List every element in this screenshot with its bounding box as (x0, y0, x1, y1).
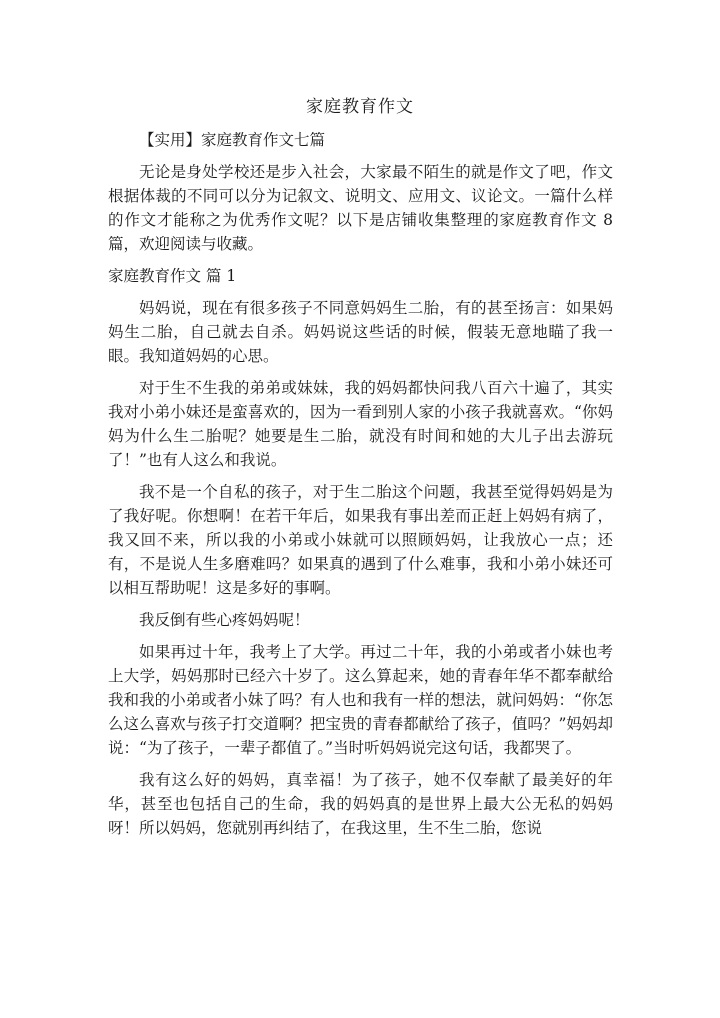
body-paragraph: 我反倒有些心疼妈妈呢！ (139, 611, 310, 629)
section-heading: 家庭教育作文 篇 1 (108, 267, 237, 285)
body-paragraph: 妈妈说，现在有很多孩子不同意妈妈生二胎，有的甚至扬言：如果妈妈生二胎，自己就去自杀。妈妈说这些话的时候，假装无意地瞄了我一眼。我知道妈妈的心思。 (108, 299, 613, 365)
body-paragraph: 对于生不生我的弟弟或妹妹，我的妈妈都快问我八百六十遍了，其实我对小弟小妹还是蛮喜欢的，因为一看到别人家的小孩子我就喜欢。“你妈妈为什么生二胎呢？她要是生二胎，就没有时间和她的大儿子出去游玩了！”也有人这么和我说。 (108, 379, 613, 469)
intro-paragraph: 无论是身处学校还是步入社会，大家最不陌生的就是作文了吧，作文根据体裁的不同可以分为记叙文、说明文、应用文、议论文。一篇什么样的作文才能称之为优秀作文呢？以下是店铺收集整理的家庭教育作文 8 篇，欢迎阅读与收藏。 (108, 163, 613, 253)
document-title: 家庭教育作文 (306, 97, 414, 117)
body-paragraph: 我不是一个自私的孩子，对于生二胎这个问题，我甚至觉得妈妈是为了我好呢。你想啊！在若干年后，如果我有事出差而正赶上妈妈有病了，我又回不来，所以我的小弟或小妹就可以照顾妈妈，让我放心一点；还有，不是说人生多磨难吗？如果真的遇到了什么难事，我和小弟小妹还可以相互帮助呢！这是多好的事啊。 (108, 483, 613, 597)
body-paragraph: 如果再过十年，我考上了大学。再过二十年，我的小弟或者小妹也考上大学，妈妈那时已经六十岁了。这么算起来，她的青春年华不都奉献给我和我的小弟或者小妹了吗？有人也和我有一样的想法，就问妈妈：“你怎么这么喜欢与孩子打交道啊？把宝贵的青春都献给了孩子，值吗？”妈妈却说：“为了孩子，一辈子都值了。”当时听妈妈说完这句话，我都哭了。 (108, 643, 613, 757)
body-paragraph: 我有这么好的妈妈，真幸福！为了孩子，她不仅奉献了最美好的年华，甚至也包括自己的生命，我的妈妈真的是世界上最大公无私的妈妈呀！所以妈妈，您就别再纠结了，在我这里，生不生二胎，您说 (108, 771, 613, 837)
document-body (108, 128, 613, 840)
document-subtitle: 【实用】家庭教育作文七篇 (139, 131, 326, 149)
